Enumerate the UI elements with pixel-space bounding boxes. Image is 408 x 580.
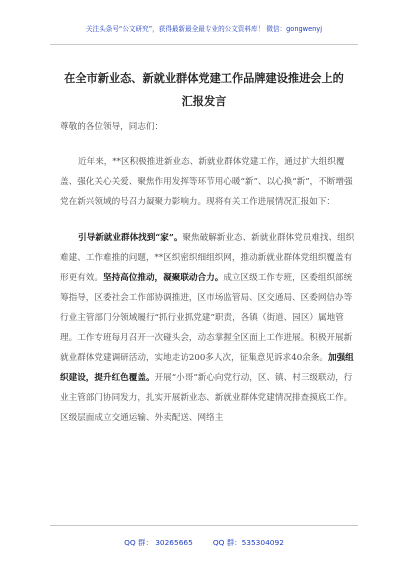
header-banner: 关注头条号“公文研究”，获得最新最全最专业的公文资料库！ 微信：gongwenyj: [85, 25, 323, 33]
section-text: 聚焦破解新业态、新就业群体党员难找、组织难建、工作难推的问题，**区织密织细组织网，推动新就业群体党组织覆盖有形更有效。: [60, 233, 355, 283]
header-divider: [50, 44, 358, 45]
footer-divider: [50, 525, 358, 526]
greeting: 尊敬的各位领导，同志们：: [60, 122, 164, 132]
paragraph-section-one: [60, 228, 360, 428]
subheading-organization-building: 加强组织建设，提升红色覆盖。: [60, 353, 354, 383]
document-title-line2: 汇报发言: [181, 94, 227, 108]
section-heading: 引导新就业群体找到“家”。: [78, 233, 183, 243]
document-title-line1: 在全市新业态、新就业群体党建工作品牌建设推进会上的: [64, 71, 344, 85]
subsection-text-continued: 开展“小哥”新心向党行动，区、镇、村三级联动，行业主管部门协同发力，扎实开展新业态、新就业群体党建情况排查摸底工作。区级层面成立交通运输、外卖配送、网络主: [60, 373, 353, 423]
footer: [0, 537, 408, 548]
footer-qq-group-2: QQ 群：535304092: [212, 538, 284, 547]
paragraph-intro: 近年来，**区积极推进新业态、新就业群体党建工作，通过扩大组织覆盖、强化关心关爱、聚焦作用发挥等环节用心暖“新”、以心换“新”，不断增强党在新兴领域的号召力凝聚力影响力。现将有关工作进展情况汇报如下：: [60, 157, 353, 207]
subsection-text: 成立区级工作专班，区委组织部统筹指导，区委社会工作部协调推进，区市场监管局、区交通局、区委网信办等行业主管部门分领域履行“抓行业抓党建”职责，各镇（街道、园区）属地管理。工作专班每月召开一次碰头会，动态掌握全区面上工作进展。积极开展新就业群体党建调研活动，实地走访200多人次，征集意见诉求40余条。: [60, 273, 353, 363]
subheading-high-level-push: 坚持高位推动，凝聚联动合力。: [102, 273, 224, 283]
footer-qq-group-1: QQ 群： 30265665: [124, 538, 193, 547]
